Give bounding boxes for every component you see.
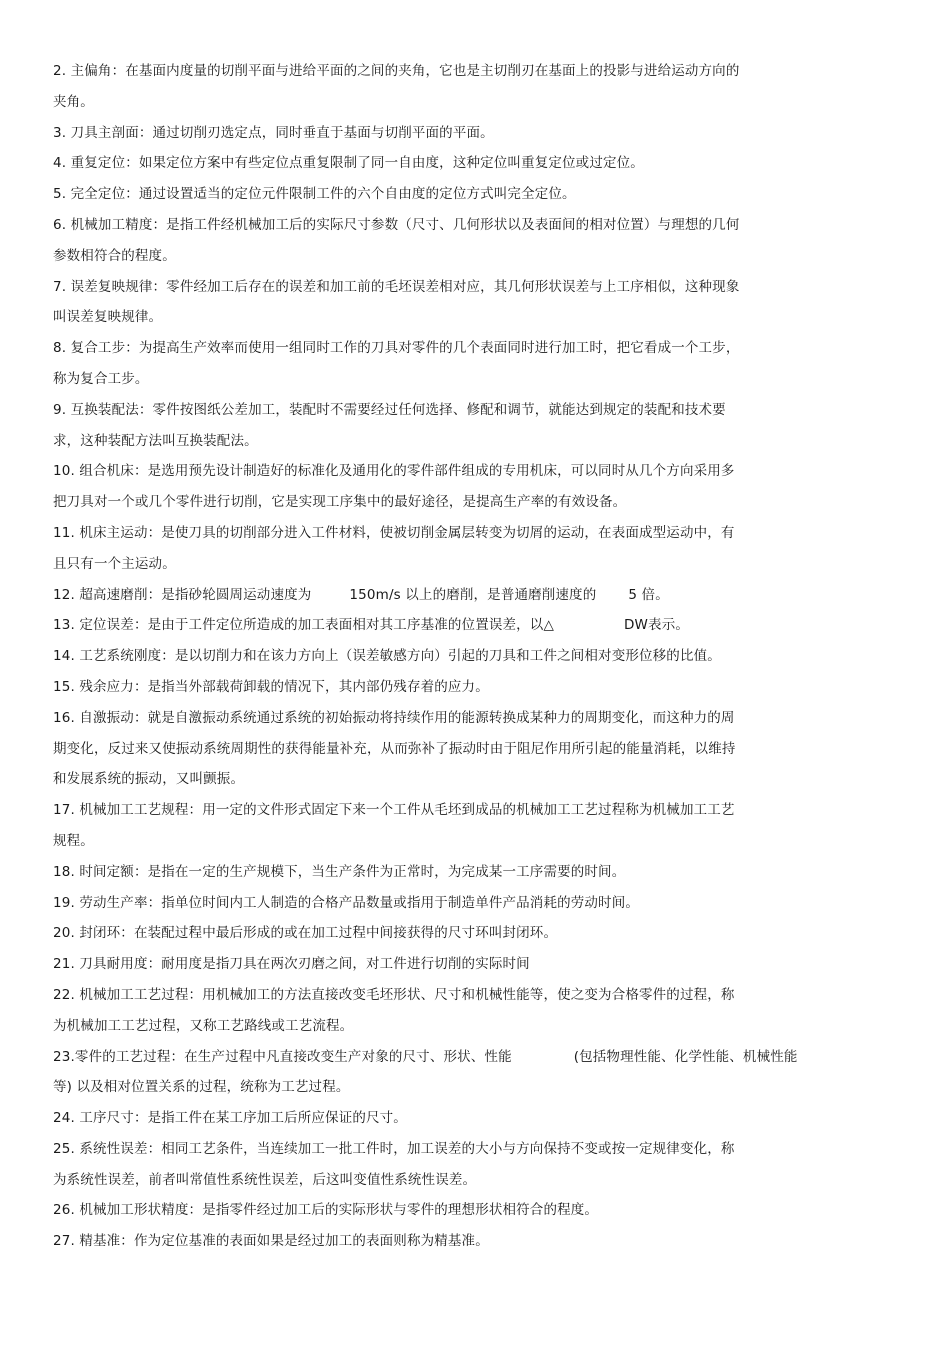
text-line-23 (53, 1042, 868, 1073)
text-line: 叫误差复映规律。 (53, 309, 163, 326)
text-line: 10. 组合机床：是选用预先设计制造好的标准化及通用化的零件部件组成的专用机床，可以同时从几个方向采用多 (53, 463, 735, 480)
text-line: 且只有一个主运动。 (53, 555, 176, 572)
text-line: 21. 刀具耐用度：耐用度是指刀具在两次刃磨之间，对工件进行切削的实际时间 (53, 956, 530, 973)
text-line: 把刀具对一个或几个零件进行切削，它是实现工序集中的最好途径，是提高生产率的有效设备。 (53, 494, 627, 511)
text-segment: 23.零件的工艺过程：在生产过程中凡直接改变生产对象的尺寸、形状、性能 (53, 1048, 512, 1065)
text-line: 6. 机械加工精度：是指工件经机械加工后的实际尺寸参数（尺寸、几何形状以及表面间的相对位置）与理想的几何 (53, 216, 740, 233)
text-line: 2. 主偏角：在基面内度量的切削平面与进给平面的之间的夹角，它也是主切削刃在基面上的投影与进给运动方向的 (53, 63, 740, 79)
text-segment: DW表示。 (624, 617, 689, 634)
text-line: 20. 封闭环：在装配过程中最后形成的或在加工过程中间接获得的尺寸环叫封闭环。 (53, 925, 558, 942)
text-line: 9. 互换装配法：零件按图纸公差加工，装配时不需要经过任何选择、修配和调节，就能达到规定的装配和技术要 (53, 401, 726, 418)
document-body (53, 56, 868, 1257)
text-line: 参数相符合的程度。 (53, 247, 176, 264)
text-line: 规程。 (53, 832, 94, 849)
text-line: 19. 劳动生产率：指单位时间内工人制造的合格产品数量或指用于制造单件产品消耗的劳动时间。 (53, 894, 640, 911)
text-line: 25. 系统性误差：相同工艺条件，当连续加工一批工件时，加工误差的大小与方向保持不变或按一定规律变化，称 (53, 1140, 735, 1157)
text-line: 为机械加工工艺过程，又称工艺路线或工艺流程。 (53, 1017, 354, 1034)
text-line: 24. 工序尺寸：是指工件在某工序加工后所应保证的尺寸。 (53, 1110, 407, 1127)
text-line: 3. 刀具主剖面：通过切削刃选定点，同时垂直于基面与切削平面的平面。 (53, 124, 494, 141)
text-line: 11. 机床主运动：是使刀具的切削部分进入工件材料，使被切削金属层转变为切屑的运动，在表面成型运动中，有 (53, 524, 735, 541)
text-line: 27. 精基准：作为定位基准的表面如果是经过加工的表面则称为精基准。 (53, 1233, 489, 1250)
text-line: 5. 完全定位：通过设置适当的定位元件限制工件的六个自由度的定位方式叫完全定位。 (53, 186, 576, 203)
text-line-13 (53, 610, 868, 641)
text-line: 17. 机械加工工艺规程：用一定的文件形式固定下来一个工件从毛坯到成品的机械加工工艺过程称为机械加工工艺 (53, 802, 735, 819)
text-line: 夹角。 (53, 93, 94, 110)
text-line: 15. 残余应力：是指当外部载荷卸载的情况下，其内部仍残存着的应力。 (53, 678, 489, 695)
text-line: 18. 时间定额：是指在一定的生产规模下，当生产条件为正常时，为完成某一工序需要的时间。 (53, 863, 626, 880)
text-segment: (包括物理性能、化学性能、机械性能 (573, 1048, 798, 1065)
text-line: 14. 工艺系统刚度：是以切削力和在该力方向上（误差敏感方向）引起的刀具和工件之间相对变形位移的比值。 (53, 648, 721, 665)
text-line: 8. 复合工步：为提高生产效率而使用一组同时工作的刀具对零件的几个表面同时进行加工时，把它看成一个工步， (53, 340, 740, 357)
text-line: 和发展系统的振动，又叫颤振。 (53, 771, 245, 788)
text-line: 22. 机械加工工艺过程：用机械加工的方法直接改变毛坯形状、尺寸和机械性能等，使之变为合格零件的过程，称 (53, 986, 735, 1003)
text-line: 称为复合工步。 (53, 370, 149, 387)
text-line: 为系统性误差，前者叫常值性系统性误差，后这叫变值性系统性误差。 (53, 1171, 477, 1188)
text-segment: 150m/s 以上的磨削，是普通磨削速度的 (349, 586, 597, 603)
text-line: 7. 误差复映规律：零件经加工后存在的误差和加工前的毛坯误差相对应，其几何形状误差与上工序相似，这种现象 (53, 278, 740, 295)
text-line: 期变化，反过来又使振动系统周期性的获得能量补充，从而弥补了振动时由于阻尼作用所引起的能量消耗，以维持 (53, 740, 736, 757)
text-line: 16. 自激振动：就是自激振动系统通过系统的初始振动将持续作用的能源转换成某种力的周期变化，而这种力的周 (53, 709, 735, 726)
text-line: 26. 机械加工形状精度：是指零件经过加工后的实际形状与零件的理想形状相符合的程度。 (53, 1202, 599, 1219)
text-segment: 12. 超高速磨削：是指砂轮圆周运动速度为 (53, 586, 312, 603)
text-line: 4. 重复定位：如果定位方案中有些定位点重复限制了同一自由度，这种定位叫重复定位或过定位。 (53, 155, 644, 172)
text-segment: 13. 定位误差：是由于工件定位所造成的加工表面相对其工序基准的位置误差，以△ (53, 617, 554, 634)
text-line: 求，这种装配方法叫互换装配法。 (53, 432, 258, 449)
text-line-12 (53, 580, 868, 611)
text-segment: 5 倍。 (628, 586, 669, 603)
text-line: 等) 以及相对位置关系的过程，统称为工艺过程。 (53, 1079, 350, 1096)
